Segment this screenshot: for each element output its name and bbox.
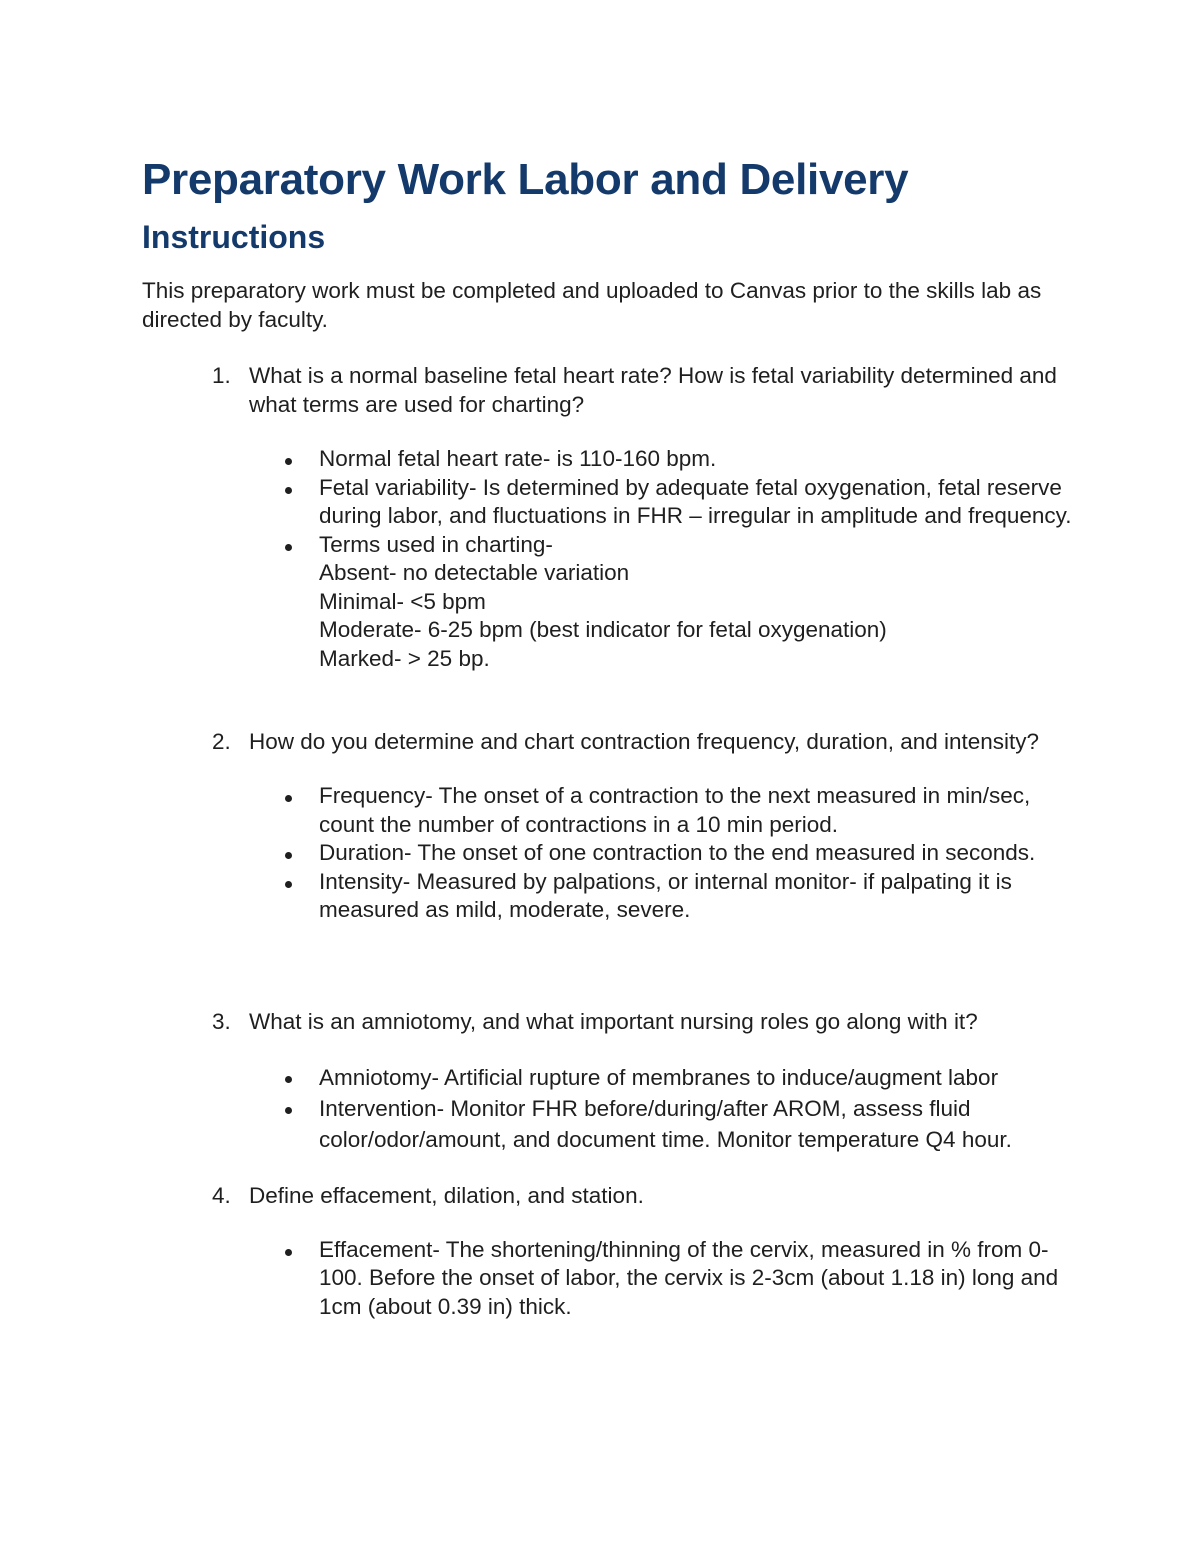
question-number: 4. [212,1182,231,1208]
instructions-heading: Instructions [142,219,326,255]
bullet-icon [285,544,292,551]
list-item [142,1236,1072,1322]
answer-text: Frequency- The onset of a contraction to the next measured in min/sec, count the number of contractions in a 10 min period. [319,783,1031,837]
list-item [142,445,1072,474]
document-page [142,150,1072,1321]
question-text: What is a normal baseline fetal heart rate? How is fetal variability determined and what terms are used for charting? [249,363,1057,417]
bullet-icon [285,487,292,494]
charting-term: Minimal- <5 bpm [319,588,486,614]
bullet-icon [285,795,292,802]
question-2 [142,727,1072,756]
charting-term: Marked- > 25 bp. [319,645,490,671]
question-number: 1. [212,363,231,388]
answer-text: Fetal variability- Is determined by adequate fetal oxygenation, fetal reserve during labor, and fluctuations in FHR – irregular in amplitude and frequency. [319,474,1072,528]
question-1 [142,361,1072,419]
charting-term: Absent- no detectable variation [319,560,630,585]
bullet-icon [285,1076,292,1083]
list-item [142,531,1072,674]
list-item [142,868,1072,925]
answer-text: Amniotomy- Artificial rupture of membranes to induce/augment labor [319,1064,999,1090]
question-number: 2. [212,729,231,754]
bullet-icon [285,881,292,888]
bullet-icon [285,458,292,465]
question-text: How do you determine and chart contraction frequency, duration, and intensity? [249,729,1040,754]
list-item [142,839,1072,868]
answer-text: Duration- The onset of one contraction to the end measured in seconds. [319,840,1036,865]
bullet-icon [285,1249,292,1256]
question-4 [142,1181,1072,1210]
list-item [142,474,1072,531]
answer-text: Normal fetal heart rate- is 110-160 bpm. [319,446,717,471]
answer-list-3 [142,1062,1072,1155]
answer-list-2 [142,782,1072,925]
bullet-icon [285,1107,292,1114]
intro-paragraph: This preparatory work must be completed and uploaded to Canvas prior to the skills lab as directed by faculty. [142,278,1042,332]
bullet-icon [285,852,292,859]
question-3 [142,1007,1072,1036]
question-text: What is an amniotomy, and what important nursing roles go along with it? [249,1008,978,1034]
answer-list-1 [142,445,1072,673]
answer-text: Intervention- Monitor FHR before/during/after AROM, assess fluid color/odor/amount, and document time. Monitor temperature Q4 hour. [319,1095,1012,1152]
charting-term: Moderate- 6-25 bpm (best indicator for fetal oxygenation) [319,617,887,642]
list-item [142,1093,1072,1155]
list-item [142,782,1072,839]
question-text: Define effacement, dilation, and station. [249,1182,644,1208]
answer-text: Intensity- Measured by palpations, or internal monitor- if palpating it is measured as mild, moderate, severe. [319,868,1012,922]
answer-text: Terms used in charting- [319,531,553,557]
question-number: 3. [212,1008,231,1034]
answer-text: Effacement- The shortening/thinning of the cervix, measured in % from 0-100. Before the onset of labor, the cervix is 2-3cm (about 1.18 in) long and 1cm (about 0.39 in) thick. [319,1236,1059,1319]
answer-list-4 [142,1236,1072,1322]
list-item [142,1062,1072,1093]
document-title: Preparatory Work Labor and Delivery [142,155,909,204]
